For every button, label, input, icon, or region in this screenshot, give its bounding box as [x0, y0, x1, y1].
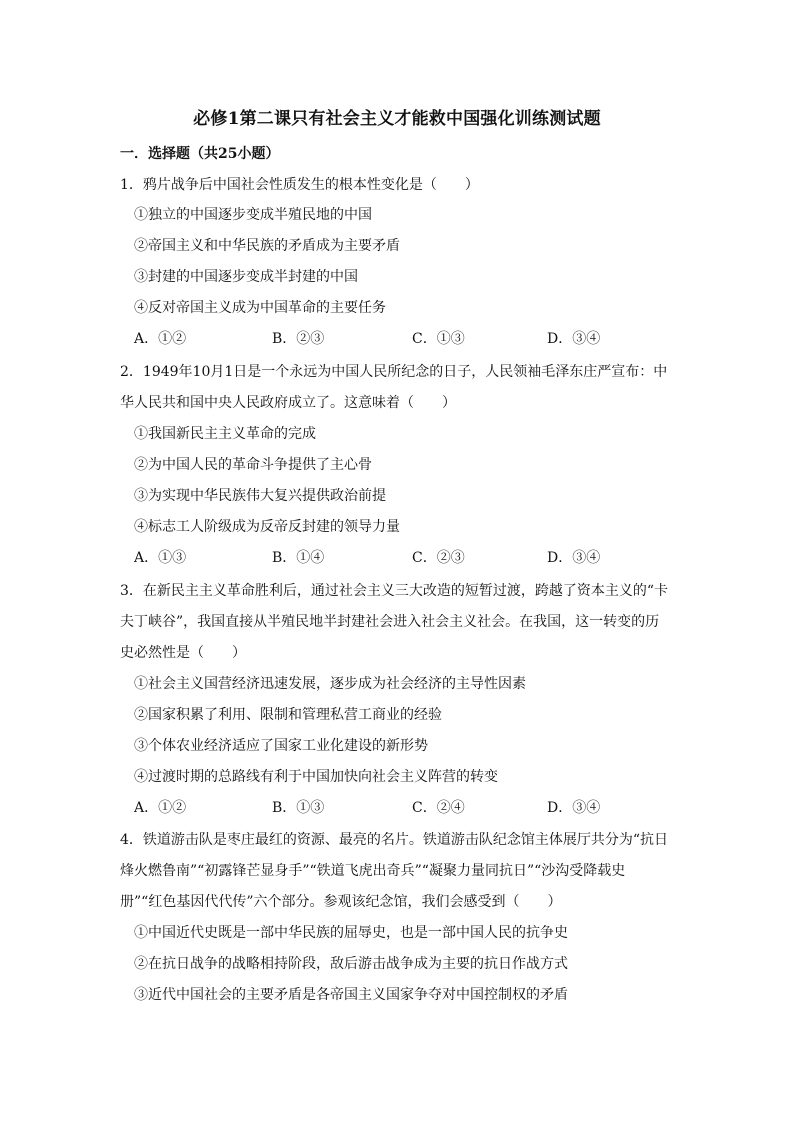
choice-a: A．①② — [134, 331, 187, 347]
question-stem: 3．在新民主主义革命胜利后，通过社会主义三大改造的短暂过渡，跨越了资本主义的“卡 — [120, 583, 669, 599]
choice-b: B．①③ — [272, 800, 325, 816]
page-title: 必修1第二课只有社会主义才能救中国强化训练测试题 — [193, 109, 601, 129]
choice-b: B．②③ — [272, 331, 325, 347]
statement-item: ②在抗日战争的战略相持阶段，敌后游击战争成为主要的抗日作战方式 — [134, 956, 568, 972]
choice-b: B．①④ — [272, 550, 325, 566]
answer-choices — [134, 798, 694, 818]
statement-item: ③封建的中国逐步变成半封建的中国 — [134, 269, 358, 285]
statement-item: ④过渡时期的总路线有利于中国加快向社会主义阵营的转变 — [134, 769, 498, 785]
statement-item: ②国家积累了利用、限制和管理私营工商业的经验 — [134, 707, 442, 723]
question-stem: 2．1949年10月1日是一个永远为中国人民所纪念的日子，人民领袖毛泽东庄严宣布：中 — [120, 364, 668, 380]
statement-item: ②为中国人民的革命斗争提供了主心骨 — [134, 457, 372, 473]
question-stem: 册”“红色基因代代传”六个部分。参观该纪念馆，我们会感受到（ ） — [120, 894, 562, 910]
choice-d: D．③④ — [547, 550, 601, 566]
statement-item: ①我国新民主主义革命的完成 — [134, 426, 316, 442]
statement-item: ③近代中国社会的主要矛盾是各帝国主义国家争夺对中国控制权的矛盾 — [134, 987, 568, 1003]
choice-c: C．①③ — [412, 331, 465, 347]
choice-c: C．②③ — [412, 550, 465, 566]
question-stem: 史必然性是（ ） — [120, 645, 246, 661]
question-stem: 夫丁峡谷”，我国直接从半殖民地半封建社会进入社会主义社会。在我国，这一转变的历 — [120, 614, 660, 630]
statement-item: ②帝国主义和中华民族的矛盾成为主要矛盾 — [134, 238, 400, 254]
choice-d: D．③④ — [547, 800, 601, 816]
question-stem: 1．鸦片战争后中国社会性质发生的根本性变化是（ ） — [120, 177, 479, 193]
choice-a: A．①③ — [134, 550, 187, 566]
section-heading: 一．选择题（共25小题） — [120, 146, 280, 162]
statement-item: ①独立的中国逐步变成半殖民地的中国 — [134, 207, 372, 223]
statement-item: ④标志工人阶级成为反帝反封建的领导力量 — [134, 519, 400, 535]
statement-item: ④反对帝国主义成为中国革命的主要任务 — [134, 300, 386, 316]
question-stem: 烽火燃鲁南”“初露锋芒显身手”“铁道飞虎出奇兵”“凝聚力量同抗日”“沙沟受降载史 — [120, 863, 626, 879]
answer-choices — [134, 548, 694, 568]
statement-item: ①社会主义国营经济迅速发展，逐步成为社会经济的主导性因素 — [134, 676, 526, 692]
question-stem: 华人民共和国中央人民政府成立了。这意味着（ ） — [120, 395, 456, 411]
statement-item: ③个体农业经济适应了国家工业化建设的新形势 — [134, 738, 428, 754]
choice-d: D．③④ — [547, 331, 601, 347]
statement-item: ③为实现中华民族伟大复兴提供政治前提 — [134, 488, 386, 504]
answer-choices — [134, 329, 694, 349]
statement-item: ①中国近代史既是一部中华民族的屈辱史，也是一部中国人民的抗争史 — [134, 925, 568, 941]
question-stem: 4．铁道游击队是枣庄最红的资源、最亮的名片。铁道游击队纪念馆主体展厅共分为“抗日 — [120, 832, 669, 848]
choice-c: C．②④ — [412, 800, 465, 816]
choice-a: A．①② — [134, 800, 187, 816]
